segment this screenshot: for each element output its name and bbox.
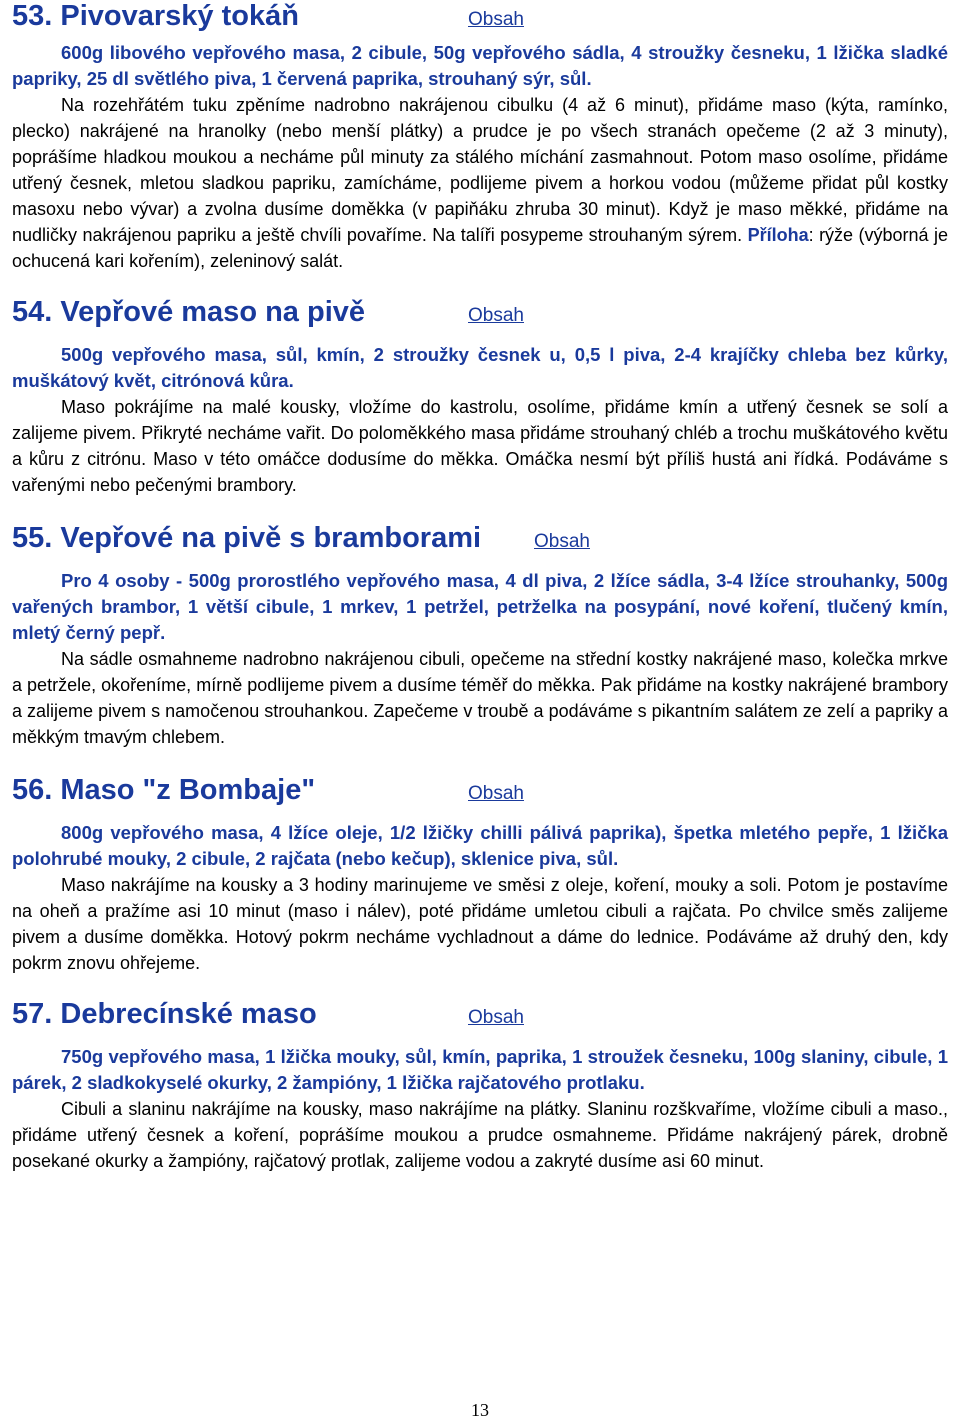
- recipe-procedure: Maso pokrájíme na malé kousky, vložíme do kastrolu, osolíme, přidáme kmín a utřený česnek se solí a zalijeme pivem. Přikryté necháme vařit. Do poloměkkého masa přidáme strouhaný chléb a trochu muškátového květu a kůru z citrónu. Maso v této omáčce dodusíme do měkka. Omáčka nesmí být příliš hustá ani řídká. Podáváme s vařenými nebo pečenými brambory.: [12, 397, 948, 495]
- recipe-header: [12, 0, 948, 38]
- recipe-title: 54. Vepřové maso na pivě: [12, 296, 366, 328]
- ingredients-list: 600g libového vepřového masa, 2 cibule, 50g vepřového sádla, 4 stroužky česneku, 1 lžička sladké papriky, 25 dl světlého piva, 1 červená paprika, strouhaný sýr, sůl.: [12, 42, 948, 89]
- recipe-procedure: Maso nakrájíme na kousky a 3 hodiny marinujeme ve směsi z oleje, koření, mouky a soli. Potom je postavíme na oheň a pražíme asi 10 minut (maso i nálev), poté přidáme umletou cibuli a rajčata. Po chvilce směs zalijeme pivem a dusíme doměkka. Hotový pokrm necháme vychladnout a dáme do lednice. Podáváme až druhý den, kdy pokrm znovu ohřejeme.: [12, 875, 948, 973]
- recipe-header: [12, 998, 948, 1034]
- recipe-procedure: [12, 92, 948, 274]
- recipe-header: [12, 522, 948, 558]
- recipe-header: [12, 774, 948, 810]
- contents-link[interactable]: Obsah: [468, 305, 524, 326]
- procedure-text: Na rozehřátém tuku zpěníme nadrobno nakrájenou cibulku (4 až 6 minut), přidáme maso (kýta, ramínko, plecko) nakrájené na hranolky (nebo menší plátky) a prudce je po všech stranách opečeme (2 až 3 minuty), poprášíme hladkou moukou a necháme půl minuty za stálého míchání zasmahnout. Potom maso osolíme, přidáme utřený česnek, mletou sladkou papriku, zamícháme, podlijeme pivem a horkou vodou (můžeme přidat půl kostky masoxu nebo vývar) a zvolna dusíme doměkka (v papiňáku zhruba 30 minut). Když je maso měkké, přidáme na nudličky nakrájenou papriku a ještě chvíli povaříme. Na talíři posypeme strouhaným sýrem.: [12, 95, 948, 245]
- recipe-title: 57. Debrecínské maso: [12, 998, 317, 1030]
- recipe-54: [12, 296, 948, 498]
- recipe-procedure: Cibuli a slaninu nakrájíme na kousky, maso nakrájíme na plátky. Slaninu rozškvaříme, vložíme cibuli a maso., přidáme utřený česnek a koření, poprášíme moukou a prudce osmahneme. Přidáme nakrájený párek, drobně posekané okurky a žampióny, rajčatový protlak, zalijeme vodou a zakryté dusíme asi 60 minut.: [12, 1099, 948, 1171]
- ingredients-list: Pro 4 osoby - 500g prorostlého vepřového masa, 4 dl piva, 2 lžíce sádla, 3-4 lžíce strouhanky, 500g vařených brambor, 1 větší cibule, 1 mrkev, 1 petržel, petrželka na posypání, nové koření, tlučený kmín, mletý černý pepř.: [12, 570, 948, 643]
- recipe-53: [12, 0, 948, 274]
- contents-link[interactable]: Obsah: [468, 1007, 524, 1028]
- recipe-57: [12, 998, 948, 1174]
- contents-link[interactable]: Obsah: [468, 783, 524, 804]
- recipe-56: [12, 774, 948, 976]
- recipe-55: [12, 522, 948, 750]
- recipe-title: 55. Vepřové na pivě s bramborami: [12, 522, 482, 554]
- contents-link[interactable]: Obsah: [468, 9, 524, 30]
- side-dish-label: Příloha: [747, 225, 809, 245]
- recipe-header: [12, 296, 948, 332]
- page-number: 13: [471, 1400, 489, 1420]
- document-page: [12, 0, 948, 1174]
- recipe-title: 56. Maso "z Bombaje": [12, 774, 316, 806]
- recipe-title: 53. Pivovarský tokáň: [12, 0, 299, 32]
- ingredients-list: 800g vepřového masa, 4 lžíce oleje, 1/2 lžičky chilli pálivá paprika), špetka mletého pepře, 1 lžička polohrubé mouky, 2 cibule, 2 rajčata (nebo kečup), sklenice piva, sůl.: [12, 822, 948, 869]
- ingredients-list: 750g vepřového masa, 1 lžička mouky, sůl, kmín, paprika, 1 stroužek česneku, 100g slaniny, cibule, 1 párek, 2 sladkokyselé okurky, 2 žampióny, 1 lžička rajčatového protlaku.: [12, 1046, 948, 1093]
- side-dish-text: : rýže (výborná je ochucená kari kořením), zeleninový salát.: [12, 225, 948, 271]
- recipe-procedure: Na sádle osmahneme nadrobno nakrájenou cibuli, opečeme na střední kostky nakrájené maso, kolečka mrkve a petržele, okořeníme, mírně podlijeme pivem a dusíme téměř do měkka. Pak přidáme na kostky nakrájené brambory a zalijeme pivem s namočenou strouhankou. Zapečeme v troubě a podáváme s pikantním salátem ze zelí a papriky a měkkým tmavým chlebem.: [12, 649, 948, 747]
- contents-link[interactable]: Obsah: [534, 531, 590, 552]
- ingredients-list: 500g vepřového masa, sůl, kmín, 2 stroužky česnek u, 0,5 l piva, 2-4 krajíčky chleba bez kůrky, muškátový květ, citrónová kůra.: [12, 344, 948, 391]
